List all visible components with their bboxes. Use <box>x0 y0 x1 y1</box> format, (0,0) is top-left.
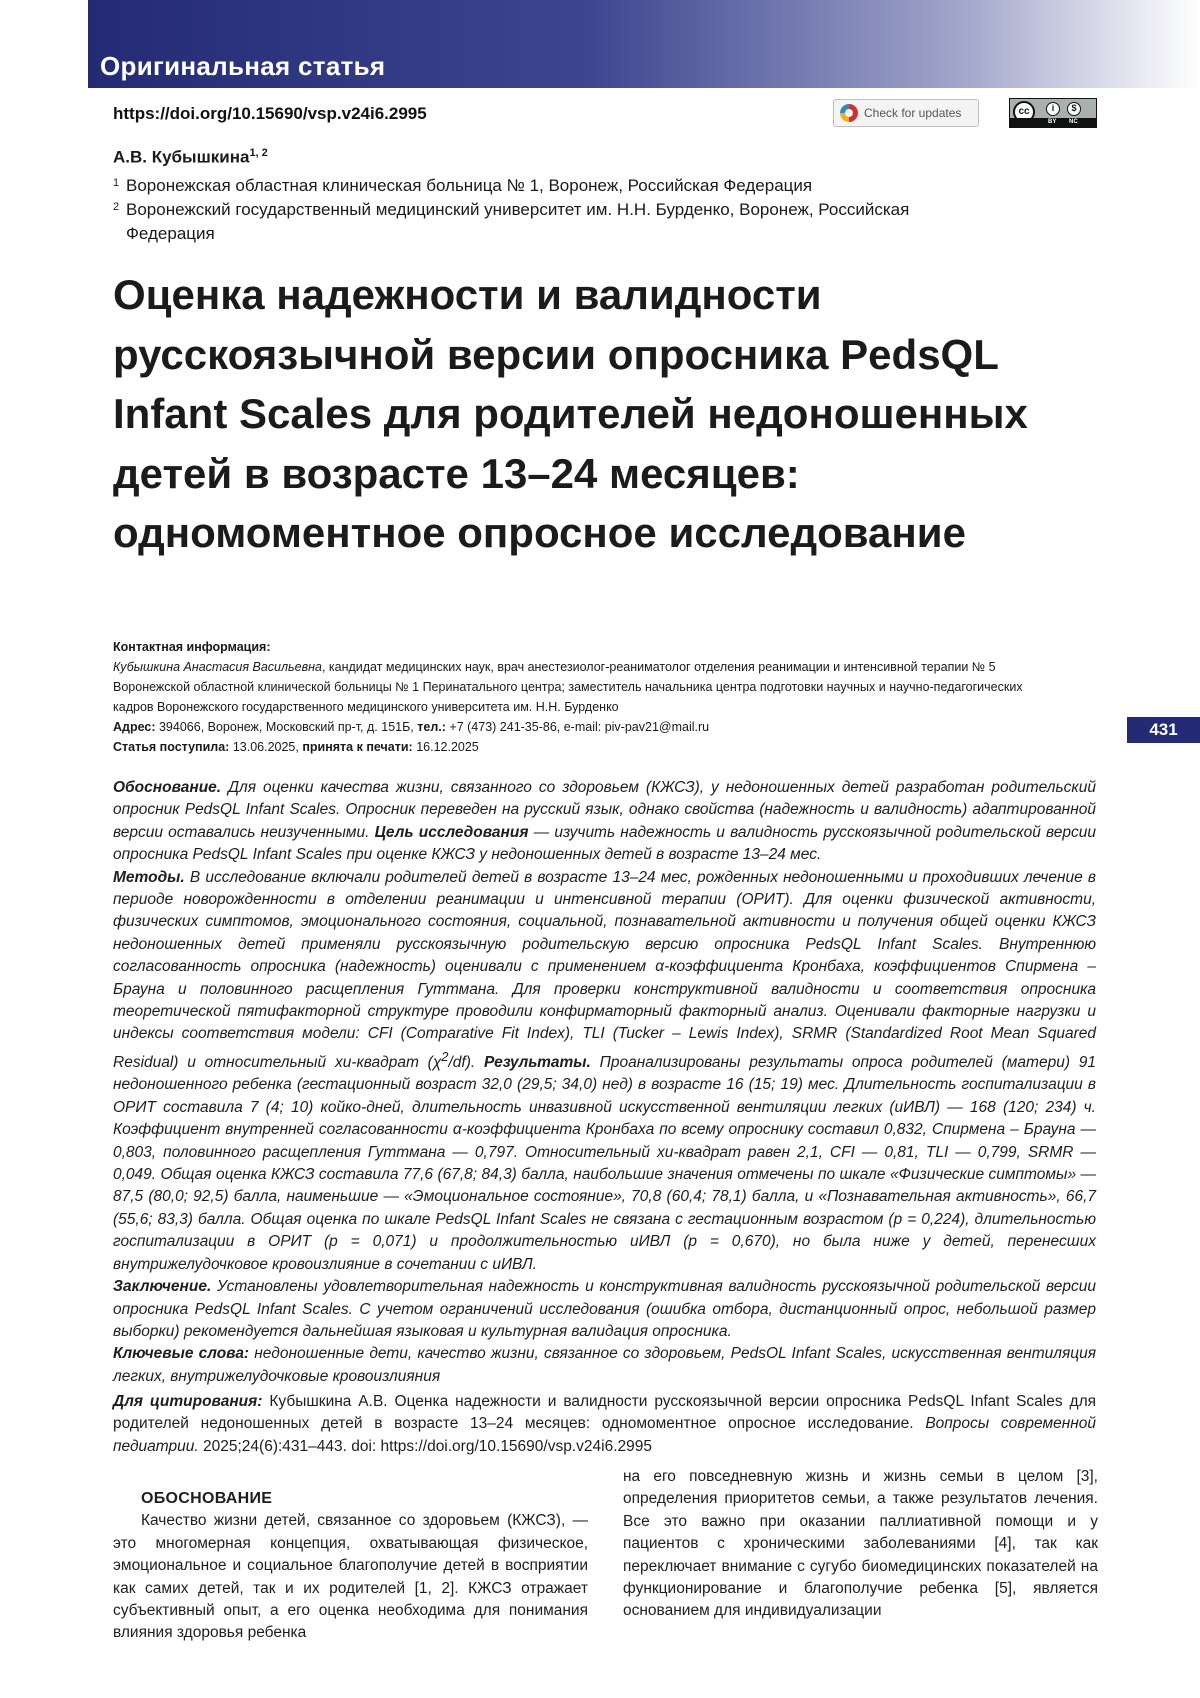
abstract-aim: — изучить надежность и валидность русскоязычной родительской версии опросника PedsQL Infant Scales при оценке КЖСЗ у недоношенных детей в возрасте 13–24 мес. <box>113 823 1096 864</box>
article-dates: Статья поступила: 13.06.2025, принята к печати: 16.12.2025 <box>113 740 479 754</box>
contact-phone-email[interactable]: +7 (473) 241-35-86, e-mail: piv-pav21@mail.ru <box>449 720 710 734</box>
cc-license-badge[interactable] <box>1009 98 1097 128</box>
check-for-updates-button[interactable] <box>833 99 979 127</box>
crossmark-icon <box>840 104 858 122</box>
keywords-label: Ключевые слова: <box>113 1345 250 1363</box>
section-label: Оригинальная статья <box>100 51 386 81</box>
page-number-tab: 431 <box>1127 717 1200 743</box>
body-column-left <box>113 1488 588 1645</box>
citation-label: Для цитирования: <box>113 1393 263 1410</box>
citation-text: Кубышкина А.В. Оценка надежности и валидности русскоязычной версии опросника PedsQL Infant Scales для родителей недоношенных детей в возрасте 13–24 месяцев: одномоментное опросное исследование. <box>113 1393 1097 1433</box>
abstract-background-label: Обоснование. <box>113 779 222 796</box>
body-column-right <box>623 1466 1098 1623</box>
body-paragraph-left: Качество жизни детей, связанное со здоровьем (КЖСЗ), — это многомерная концепция, охватывающая физическое, эмоциональное и социальное благополучие детей в восприятии как самих детей, так и их родителей [1, 2]. КЖСЗ отражает субъективный опыт, а его оценка необходима для понимания влияния здоровья ребенка <box>113 1512 588 1642</box>
citation-tail[interactable]: 2025;24(6):431–443. doi: https://doi.org/10.15690/vsp.v24i6.2995 <box>203 1437 652 1455</box>
cc-icon: cc <box>1013 101 1035 123</box>
abstract-methods: В исследование включали родителей детей в возрасте 13–24 мес, рожденных недоношенными и проходивших лечение в периоде новорожденности в отделении реанимации и интенсивной терапии (ОРИТ). Для оценки физической активности, физических симптомов, эмоционального состояния, социальной, познавательной активности и получения общей оценки КЖСЗ недоношенных детей применяли русскоязычную родительскую версию опросника PedsQL Infant Scales. Внутреннюю согласованность опросника (надежность) оценивали с применением α-коэффициента Кронбаха, коэффициентов Спирмена – Брауна и половинного расщепления Гуттмана. Для проверки конструктивной валидности и соответствия опросника теоретической пятифакторной структуре проводили конфирматорный факторный анализ. Оценивали факторные нагрузки и индексы соответствия модели: CFI (Comparative Fit Index), TLI (Tucker – Lewis Index), SRMR (Standardized Root Mean Squared Residual) и относительный хи-квадрат $(\chi^2/df)$. <box>113 868 1096 1072</box>
contact-heading: Контактная информация: <box>113 640 271 654</box>
abstract-results: Проанализированы результаты опроса родителей (матери) 91 недоношенного ребенка (гестационный возраст 32,0 (29,5; 34,0) нед) в возрасте 16 (15; 19) мес. Длительность госпитализации в ОРИТ составила 7 (4; 10) койко-дней, длительность инвазивной искусственной вентиляции легких (иИВЛ) — 168 (120; 234) ч. Коэффициент внутренней согласованности α-коэффициента Кронбаха по всему опроснику составил 0,832, Спирмена – Брауна — 0,803, половинного расщепления Гуттмана — 0,797. Относительный хи-квадрат равен 2,1, CFI — 0,81, TLI — 0,799, SRMR — 0,049. Общая оценка КЖСЗ составила 77,6 (67,8; 84,3) балла, наибольшие значения отмечены по шкале «Физические симптомы» — 87,5 (80,0; 92,5) балла, наименьшие — «Эмоциональное состояние», 70,8 (60,4; 78,1) балла, и «Познавательная активность», 66,7 (55,6; 83,3) балла. Общая оценка по шкале PedsQL Infant Scales не связана с гестационным возрастом (p = 0,224), длительностью госпитализации в ОРИТ (p = 0,071) и продолжительностью иИВЛ (p = 0,670), но была ниже у детей, перенесших внутрижелудочковое кровоизлияние в сочетании с иИВЛ. <box>113 1054 1096 1273</box>
body-paragraph-right: на его повседневную жизнь и жизнь семьи в целом [3], определения приоритетов семьи, а также результатов лечения. Все это важно при оказании паллиативной помощи и у пациентов с хроническими заболеваниями [4], так как переключает внимание с сугубо биомедицинских показателей на функционирование и благополучие ребенка [5], является основанием для индивидуализации <box>623 1468 1098 1620</box>
citation <box>113 1391 1096 1458</box>
by-attribution-icon: i <box>1046 102 1060 116</box>
affiliation-2: 2 Воронежский государственный медицинский университет им. Н.Н. Бурденко, Воронеж, Российская Федерация <box>113 200 910 243</box>
contact-info <box>113 637 1033 757</box>
nc-label: NC <box>1069 119 1078 125</box>
abstract <box>113 777 1096 1388</box>
contact-address: Адрес: 394066, Воронеж, Московский пр-т, д. 151Б, тел.: +7 (473) 241-35-86, e-mail: piv-pav21@mail.ru <box>113 720 710 734</box>
section-heading: ОБОСНОВАНИЕ <box>141 1490 273 1507</box>
article-title: Оценка надежности и валидности русскоязычной версии опросника PedsQL Infant Scales для родителей недоношенных детей в возрасте 13–24 месяцев: одномоментное опросное исследование <box>113 271 1028 556</box>
abstract-methods-label: Методы. <box>113 868 185 886</box>
check-updates-label: Check for updates <box>864 106 962 120</box>
abstract-aim-label: Цель исследования <box>374 823 529 841</box>
keywords: недоношенные дети, качество жизни, связанное со здоровьем, PedsOL Infant Scales, искусственная вентиляция легких, внутрижелудочковые кровоизлияния <box>113 1345 1097 1385</box>
affiliation-1: 1 Воронежская областная клиническая больница № 1, Воронеж, Российская Федерация <box>113 176 813 195</box>
nc-noncommercial-icon: $ <box>1067 102 1081 116</box>
contact-person: Кубышкина Анастасия Васильевна, кандидат медицинских наук, врач анестезиолог-реаниматолог отделения реанимации и интенсивной терапии № 5 Воронежской областной клинической больницы № 1 Перинатального центра; заместитель начальника центра подготовки научных и научно-педагогических кадров Воронежского государственного медицинского университета им. Н.Н. Бурденко <box>113 660 1023 714</box>
by-label: BY <box>1048 119 1057 125</box>
doi-link[interactable]: https://doi.org/10.15690/vsp.v24i6.2995 <box>113 104 427 123</box>
abstract-results-label: Результаты. <box>483 1054 591 1072</box>
abstract-background: Для оценки качества жизни, связанного со здоровьем (КЖСЗ), у недоношенных детей разработан родительский опросник PedsQL Infant Scales. Опросник переведен на русский язык, однако свойства (надежность и валидность) адаптированной версии оставались неизученными. <box>113 779 1096 841</box>
author-affiliation-sup: 1, 2 <box>249 147 268 159</box>
abstract-conclusion: Установлены удовлетворительная надежность и конструктивная валидность русскоязычной родительской версии опросника PedsQL Infant Scales. С учетом ограничений исследования (ошибка отбора, дистанционный опрос, небольшой размер выборки) рекомендуется дальнейшая языковая и культурная валидация опросника. <box>113 1278 1096 1340</box>
citation-journal: Вопросы современной педиатрии. <box>113 1415 1096 1455</box>
abstract-conclusion-label: Заключение. <box>113 1278 212 1296</box>
author-name: А.В. Кубышкина$^{1, 2}$ <box>113 147 268 167</box>
